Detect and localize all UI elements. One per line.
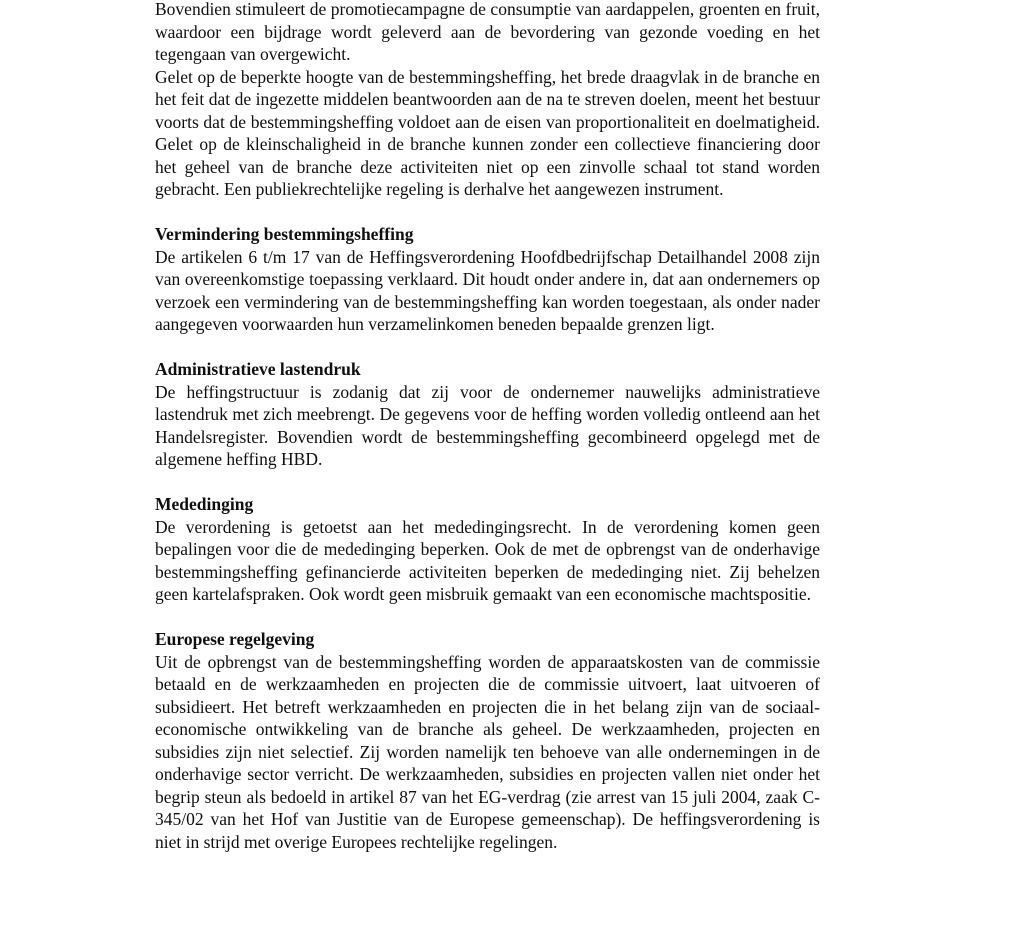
section-administratieve-lastendruk xyxy=(155,358,820,471)
intro-paragraph-2: Gelet op de beperkte hoogte van de bestemmingsheffing, het brede draagvlak in de branche en het feit dat de ingezette middelen beantwoorden aan de na te streven doelen, meent het bestuur voorts dat de bestemmingsheffing voldoet aan de eisen van proportionaliteit en doelmatigheid. Gelet op de kleinschaligheid in de branche kunnen zonder een collectieve financiering door het geheel van de branche deze activiteiten niet op een zinvolle schaal tot stand worden gebracht. Een publiekrechtelijke regeling is derhalve het aangewezen instrument. xyxy=(155,66,820,199)
section-heading: Europese regelgeving xyxy=(155,629,315,649)
document-page xyxy=(155,0,820,853)
section-mededinging xyxy=(155,493,820,606)
section-heading: Vermindering bestemmingsheffing xyxy=(155,224,414,244)
section-heading: Administratieve lastendruk xyxy=(155,359,361,379)
section-body: De artikelen 6 t/m 17 van de Heffingsverordening Hoofdbedrijfschap Detailhandel 2008 zijn van overeenkomstige toepassing verklaard. Dit houdt onder andere in, dat aan ondernemers op verzoek een vermindering van de bestemmingsheffing kan worden toegestaan, als onder nader aangegeven voorwaarden hun verzamelinkomen beneden bepaalde grenzen ligt. xyxy=(155,246,820,334)
intro-paragraph-1: Bovendien stimuleert de promotiecampagne de consumptie van aardappelen, groenten en fruit, waardoor een bijdrage wordt geleverd aan de bevordering van gezonde voeding en het tegengaan van overgewicht. xyxy=(155,0,820,64)
paragraph-spacer xyxy=(155,471,820,494)
section-vermindering-bestemmingsheffing xyxy=(155,223,820,336)
section-body: De heffingstructuur is zodanig dat zij voor de ondernemer nauwelijks administratieve lastendruk met zich meebrengt. De gegevens voor de heffing worden volledig ontleend aan het Handelsregister. Bovendien wordt de bestemmingsheffing gecombineerd opgelegd met de algemene heffing HBD. xyxy=(155,381,820,469)
section-body: De verordening is getoetst aan het mededingingsrecht. In de verordening komen geen bepalingen voor die de mededinging beperken. Ook de met de opbrengst van de onderhavige bestemmingsheffing gefinancierde activiteiten beperken de mededinging niet. Zij behelzen geen kartelafspraken. Ook wordt geen misbruik gemaakt van een economische machtspositie. xyxy=(155,516,820,604)
paragraph-spacer xyxy=(155,201,820,224)
section-heading: Mededinging xyxy=(155,494,254,514)
paragraph-spacer xyxy=(155,606,820,629)
paragraph-spacer xyxy=(155,336,820,359)
section-europese-regelgeving xyxy=(155,628,820,853)
section-body: Uit de opbrengst van de bestemmingsheffing worden de apparaatskosten van de commissie betaald en de werkzaamheden en projecten die de commissie uitvoert, laat uitvoeren of subsidieert. Het betreft werkzaamheden en projecten die in het belang zijn van de sociaal-economische ontwikkeling van de branche als geheel. De werkzaamheden, projecten en subsidies zijn niet selectief. Zij worden namelijk ten behoeve van alle ondernemingen in de onderhavige sector verricht. De werkzaamheden, subsidies en projecten vallen niet onder het begrip steun als bedoeld in artikel 87 van het EG-verdrag (zie arrest van 15 juli 2004, zaak C-345/02 van het Hof van Justitie van de Europese gemeenschap). De heffingsverordening is niet in strijd met overige Europees rechtelijke regelingen. xyxy=(155,651,820,852)
